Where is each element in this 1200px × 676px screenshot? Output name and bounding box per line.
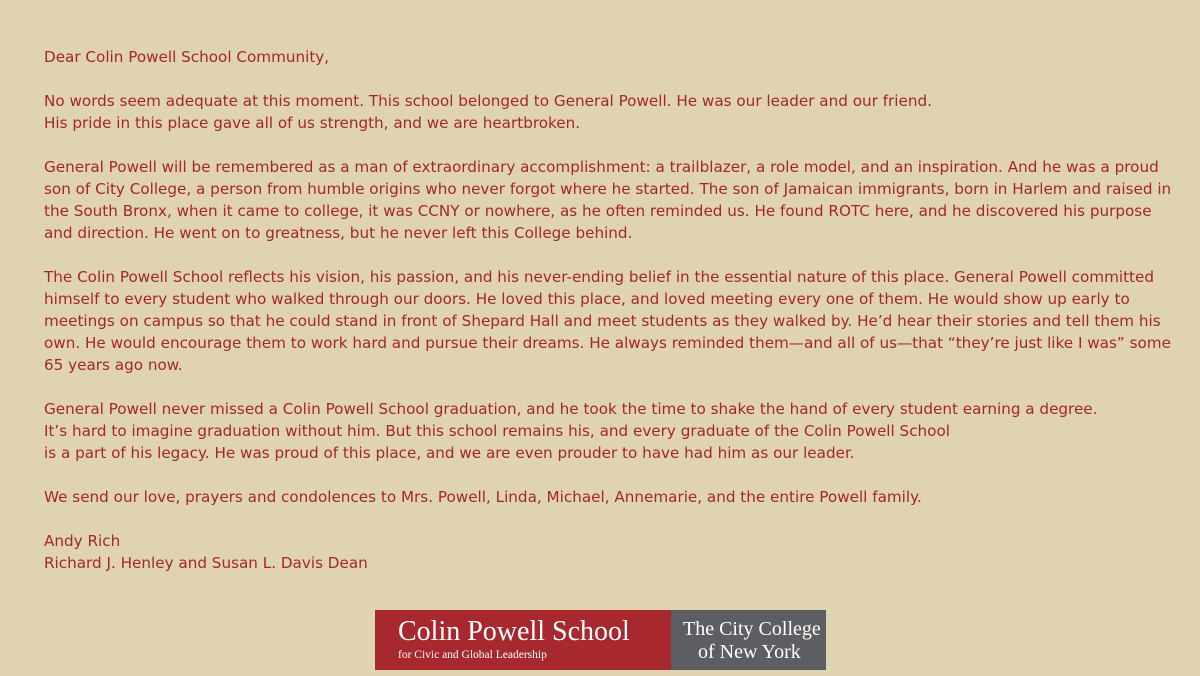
school-subtitle: for Civic and Global Leadership	[398, 649, 547, 661]
paragraph-accomplishment: General Powell will be remembered as a man of extraordinary accomplishment: a trailblazer, a role model, and an inspiration. And he was a proud son of City College, a person from humble origins who never forgot where he started. The son of Jamaican immigrants, born in Harlem and raised in the South Bronx, when it came to college, it was CCNY or nowhere, as he often reminded us. He found ROTC here, and he discovered his purpose and direction. He went on to greatness, but he never left this College behind.	[44, 158, 1172, 242]
paragraph-vision: The Colin Powell School reflects his vision, his passion, and his never-ending belief in the essential nature of this place. General Powell committed himself to every student who walked through our doors. He loved this place, and loved meeting every one of them. He would show up early to meetings on campus so that he could stand in front of Shepard Hall and meet students as they walked by. He’d hear their stories and tell them his own. He would encourage them to work hard and pursue their dreams. He always reminded them—and all of us—that “they’re just like I was” some 65 years ago now.	[44, 268, 1171, 374]
institution-logo	[375, 610, 826, 670]
school-name: Colin Powell School	[398, 616, 630, 647]
salutation: Dear Colin Powell School Community,	[44, 48, 330, 66]
paragraph-condolences: We send our love, prayers and condolences to Mrs. Powell, Linda, Michael, Annemarie, and the entire Powell family.	[44, 488, 922, 506]
city-college-logo	[671, 610, 826, 670]
college-name-line-1: The City College	[683, 618, 821, 640]
letter-body	[44, 46, 1184, 574]
paragraph-opening: No words seem adequate at this moment. This school belonged to General Powell. He was our leader and our friend. His pride in this place gave all of us strength, and we are heartbroken.	[44, 92, 932, 132]
colin-powell-school-logo	[375, 610, 671, 670]
signature-name: Andy Rich	[44, 532, 121, 550]
paragraph-graduation: General Powell never missed a Colin Powell School graduation, and he took the time to shake the hand of every student earning a degree. It’s hard to imagine graduation without him. But this school remains his, and every graduate of the Colin Powell School is a part of his legacy. He was proud of this place, and we are even prouder to have had him as our leader.	[44, 400, 1098, 462]
signature-title: Richard J. Henley and Susan L. Davis Dean	[44, 554, 368, 572]
college-name-line-2: of New York	[698, 641, 801, 663]
